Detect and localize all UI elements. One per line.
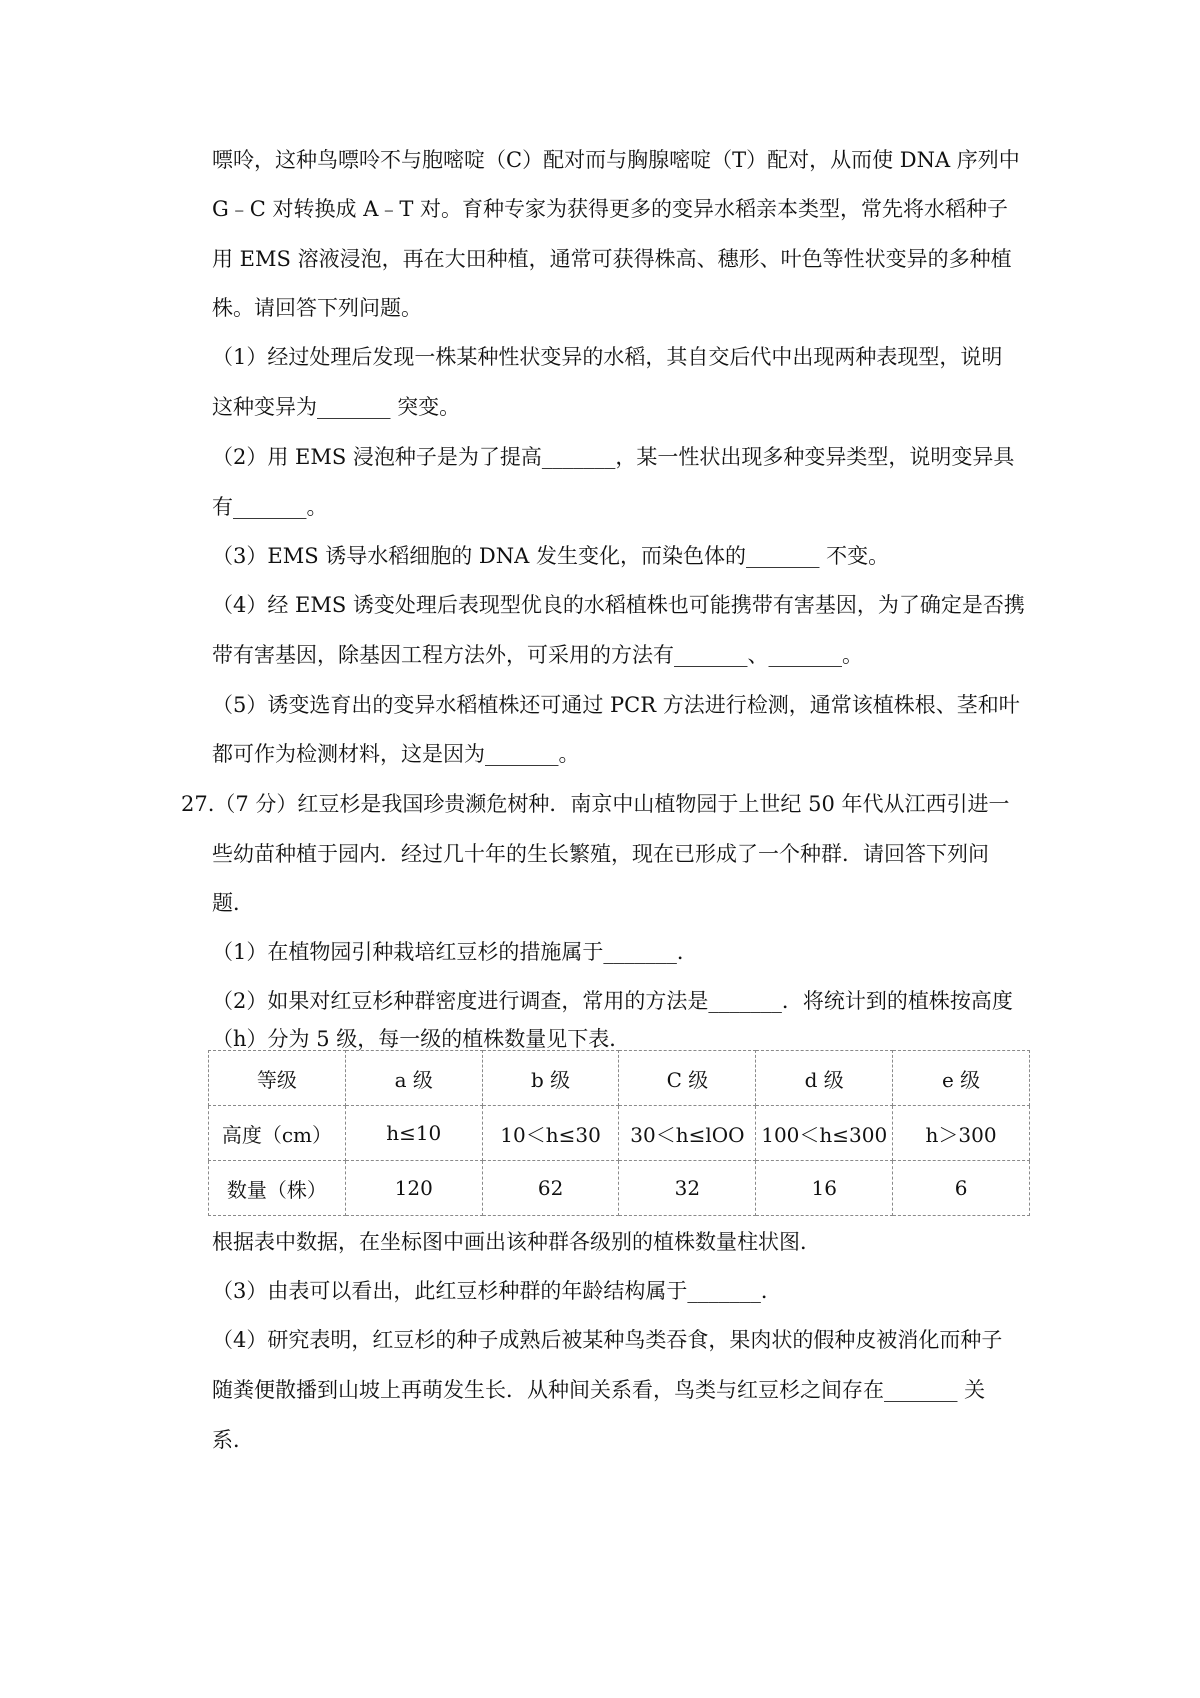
question-5-line: （5）诱变选育出的变异水稻植株还可通过 PCR 方法进行检测，通常该植株根、茎和叶 bbox=[212, 693, 1020, 717]
table-row bbox=[209, 1106, 1030, 1161]
question-3-line: （3）EMS 诱导水稻细胞的 DNA 发生变化，而染色体的_______ 不变。 bbox=[212, 544, 890, 568]
question-4-line: 带有害基因，除基因工程方法外，可采用的方法有_______、_______。 bbox=[212, 643, 863, 667]
table-cell: d 级 bbox=[756, 1051, 893, 1106]
table-cell: e 级 bbox=[893, 1051, 1030, 1106]
height-grade-table bbox=[208, 1050, 1030, 1212]
question-27-4-line: 系． bbox=[212, 1428, 254, 1452]
question-2-line: （2）用 EMS 浸泡种子是为了提高_______，某一性状出现多种变异类型，说明变异具 bbox=[212, 445, 1015, 469]
table-cell: h≤10 bbox=[345, 1106, 482, 1161]
question-1-line: （1）经过处理后发现一株某种性状变异的水稻，其自交后代中出现两种表现型，说明 bbox=[212, 345, 1003, 369]
table-cell: C 级 bbox=[619, 1051, 756, 1106]
table-cell: a 级 bbox=[345, 1051, 482, 1106]
table-cell: b 级 bbox=[482, 1051, 619, 1106]
question-27-4-line: 随粪便散播到山坡上再萌发生长．从种间关系看，鸟类与红豆杉之间存在_______ 关 bbox=[212, 1378, 986, 1402]
paragraph-line: 用 EMS 溶液浸泡，再在大田种植，通常可获得株高、穗形、叶色等性状变异的多种植 bbox=[212, 247, 1012, 271]
question-27-1-line: （1）在植物园引种栽培红豆杉的措施属于_______． bbox=[212, 940, 698, 964]
question-27-instruction: 根据表中数据，在坐标图中画出该种群各级别的植株数量柱状图． bbox=[212, 1230, 821, 1254]
table-cell: h＞300 bbox=[893, 1106, 1030, 1161]
table-cell: 32 bbox=[619, 1161, 756, 1216]
question-1-line: 这种变异为_______ 突变。 bbox=[212, 395, 461, 419]
table-cell: 高度（cm） bbox=[209, 1106, 346, 1161]
table-cell: 数量（株） bbox=[209, 1161, 346, 1216]
question-27-2-line: （2）如果对红豆杉种群密度进行调查，常用的方法是_______．将统计到的植株按高度 bbox=[212, 989, 1013, 1013]
data-table bbox=[208, 1050, 1030, 1216]
table-row bbox=[209, 1161, 1030, 1216]
table-cell: 62 bbox=[482, 1161, 619, 1216]
question-27-2-line: （h）分为 5 级，每一级的植株数量见下表． bbox=[212, 1027, 631, 1051]
question-27-title: 27.（7 分）红豆杉是我国珍贵濒危树种．南京中山植物园于上世纪 50 年代从江西引进一 bbox=[181, 792, 1010, 816]
table-cell: 100＜h≤300 bbox=[756, 1106, 893, 1161]
table-cell: 6 bbox=[893, 1161, 1030, 1216]
question-5-line: 都可作为检测材料，这是因为_______。 bbox=[212, 742, 580, 766]
question-27-3-line: （3）由表可以看出，此红豆杉种群的年龄结构属于_______． bbox=[212, 1279, 782, 1303]
table-cell: 30＜h≤lOO bbox=[619, 1106, 756, 1161]
table-cell: 120 bbox=[345, 1161, 482, 1216]
paragraph-line: 嘌呤，这种鸟嘌呤不与胞嘧啶（C）配对而与胸腺嘧啶（T）配对，从而使 DNA 序列中 bbox=[212, 148, 1020, 172]
table-cell: 16 bbox=[756, 1161, 893, 1216]
paragraph-line: G﹣C 对转换成 A﹣T 对。育种专家为获得更多的变异水稻亲本类型，常先将水稻种子 bbox=[212, 197, 1009, 221]
table-cell: 10＜h≤30 bbox=[482, 1106, 619, 1161]
question-27-line: 些幼苗种植于园内．经过几十年的生长繁殖，现在已形成了一个种群．请回答下列问 bbox=[212, 842, 989, 866]
question-2-line: 有_______。 bbox=[212, 495, 328, 519]
paragraph-line: 株。请回答下列问题。 bbox=[212, 296, 422, 320]
question-27-line: 题． bbox=[212, 891, 254, 915]
question-27-4-line: （4）研究表明，红豆杉的种子成熟后被某种鸟类吞食，果肉状的假种皮被消化而种子 bbox=[212, 1328, 1003, 1352]
table-cell: 等级 bbox=[209, 1051, 346, 1106]
table-row bbox=[209, 1051, 1030, 1106]
question-4-line: （4）经 EMS 诱变处理后表现型优良的水稻植株也可能携带有害基因，为了确定是否携 bbox=[212, 593, 1025, 617]
